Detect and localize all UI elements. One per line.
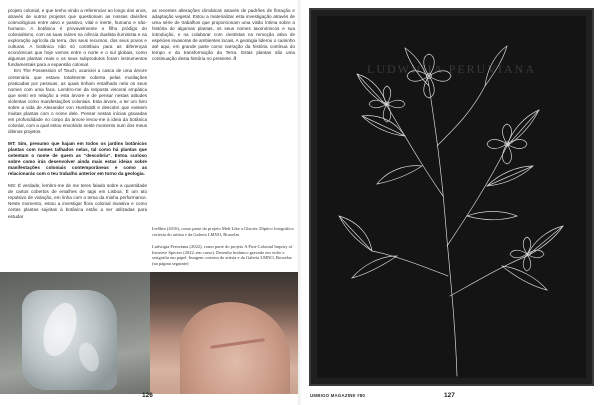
interview-question: MT: Sim, presumo que hajam em todos os jardins botânicos plantas com nomes talhados nelas, tal como há plantas que ostentam o nome de quem as “descobriu”. Estou curioso sobre como irás desenvolver ainda mais estas ideias sobre manifestações coloniais contemporâneas e como as relacionarás com o teu trabalho anterior em torno da geologia. <box>8 140 147 177</box>
skin-photo <box>150 272 298 394</box>
botanical-print <box>309 8 594 386</box>
paragraph: projeto colonial, e que tenho vindo a referenciar ao longo dos anos, através de outros projetos que questionam as nossas divisões cosmológicas entre ativo e passivo, vital e inerte, humano e não-humano. A botânica é provavelmente o filho pródigo do colonialismo, com as suas raízes na ciência dualista iluminista e na exploração agrícola da terra, dos seus recursos, dos seus povos e culturas. A botânica não só contribuiu para as diferenças económicas que hoje vemos entre o norte e o sul globais, como algumas plantas reais e os seus subprodutos foram instrumentos fundamentais para a expansão colonial. <box>8 8 147 68</box>
text-column-2 <box>152 8 295 62</box>
paragraph-text: as recentes alterações climáticas através de padrões de floração e adaptação vegetal. Estou a materializar esta investigação através de uma série de trabalhos que proporcionam uma visão íntima sobre a história de algumas plantas, os seus nomes taxonómicos e sua introdução, e na colaborar com cientistas na remoção ativa de espécies invasoras de ambientes locais. A geologia liderou o caminho até aqui, em grande parte como narração da história contínua do tempo e da transformação da Terra. Estas plantas são uma continuação desta história no presente. <box>152 8 295 62</box>
print-title: LUDWIGIA PERUVIANA <box>367 62 536 76</box>
interview-answer: MS: É verdade, lembro-me de me teres falado sobre a quantidade de cartos cobertos de entalhes de tags em Lisboa. É um ato repulsivo de violação, em linha com o tema da minha performance. Neste momento, estou a investigar flora colonial invasiva e como certas plantas sujeitas à botânica estão a ser utilizadas para estudar <box>8 183 147 219</box>
caption-ludwigia: Ludwigia Peruviana (2022), como parte do projeto A Post-Colonial Inquiry of Invasive Species (2022–em curso). Desenho botânico gravado em vidro e serigrafia em papel. Imagem cortesia do artista e da Galeria LMNO, Bruxelas (na página seguinte) <box>152 244 293 266</box>
caption-iceskin: IceSkin (2016), como parte do projeto Melt Like a Glacier. Díptico fotográfico cortesia do artista e da Galeria LMNO, Bruxelas <box>152 226 294 237</box>
page-number-right: 127 <box>444 392 455 399</box>
print-inner <box>317 16 586 378</box>
page-spine <box>298 0 302 405</box>
paragraph: Em The Possession of Touch, acariciei a casca de uma árvore centenária que estava totalmente coberta pelas mutilações praticadas por pessoas, as quais tinham entalhado nela os seus nomes com uma faca. Lembro-me da resposta visceral empática que senti em relação a esta árvore e de pensar nestas atitudes violentas como manifestações coloniais. Esta árvore, a ter um livro sobre a vida de Alexander von Humboldt e descobri que existem muitas plantas com o nome dele. Pensar nestas inícias gravadas em profundidade no corpo da árvore levou-me à ideia da botânica colonial, com a qual estou envolvido neste momento num dos meus últimos projetos. <box>8 68 147 134</box>
paragraph <box>152 8 295 62</box>
magazine-label: UMBIGO MAGAZINE #80 <box>310 393 366 398</box>
plant-drawing <box>317 16 586 378</box>
text-column-1 <box>8 8 147 220</box>
page-number-left: 126 <box>142 392 153 399</box>
end-mark: // <box>233 56 237 62</box>
ice-photo <box>0 272 150 394</box>
